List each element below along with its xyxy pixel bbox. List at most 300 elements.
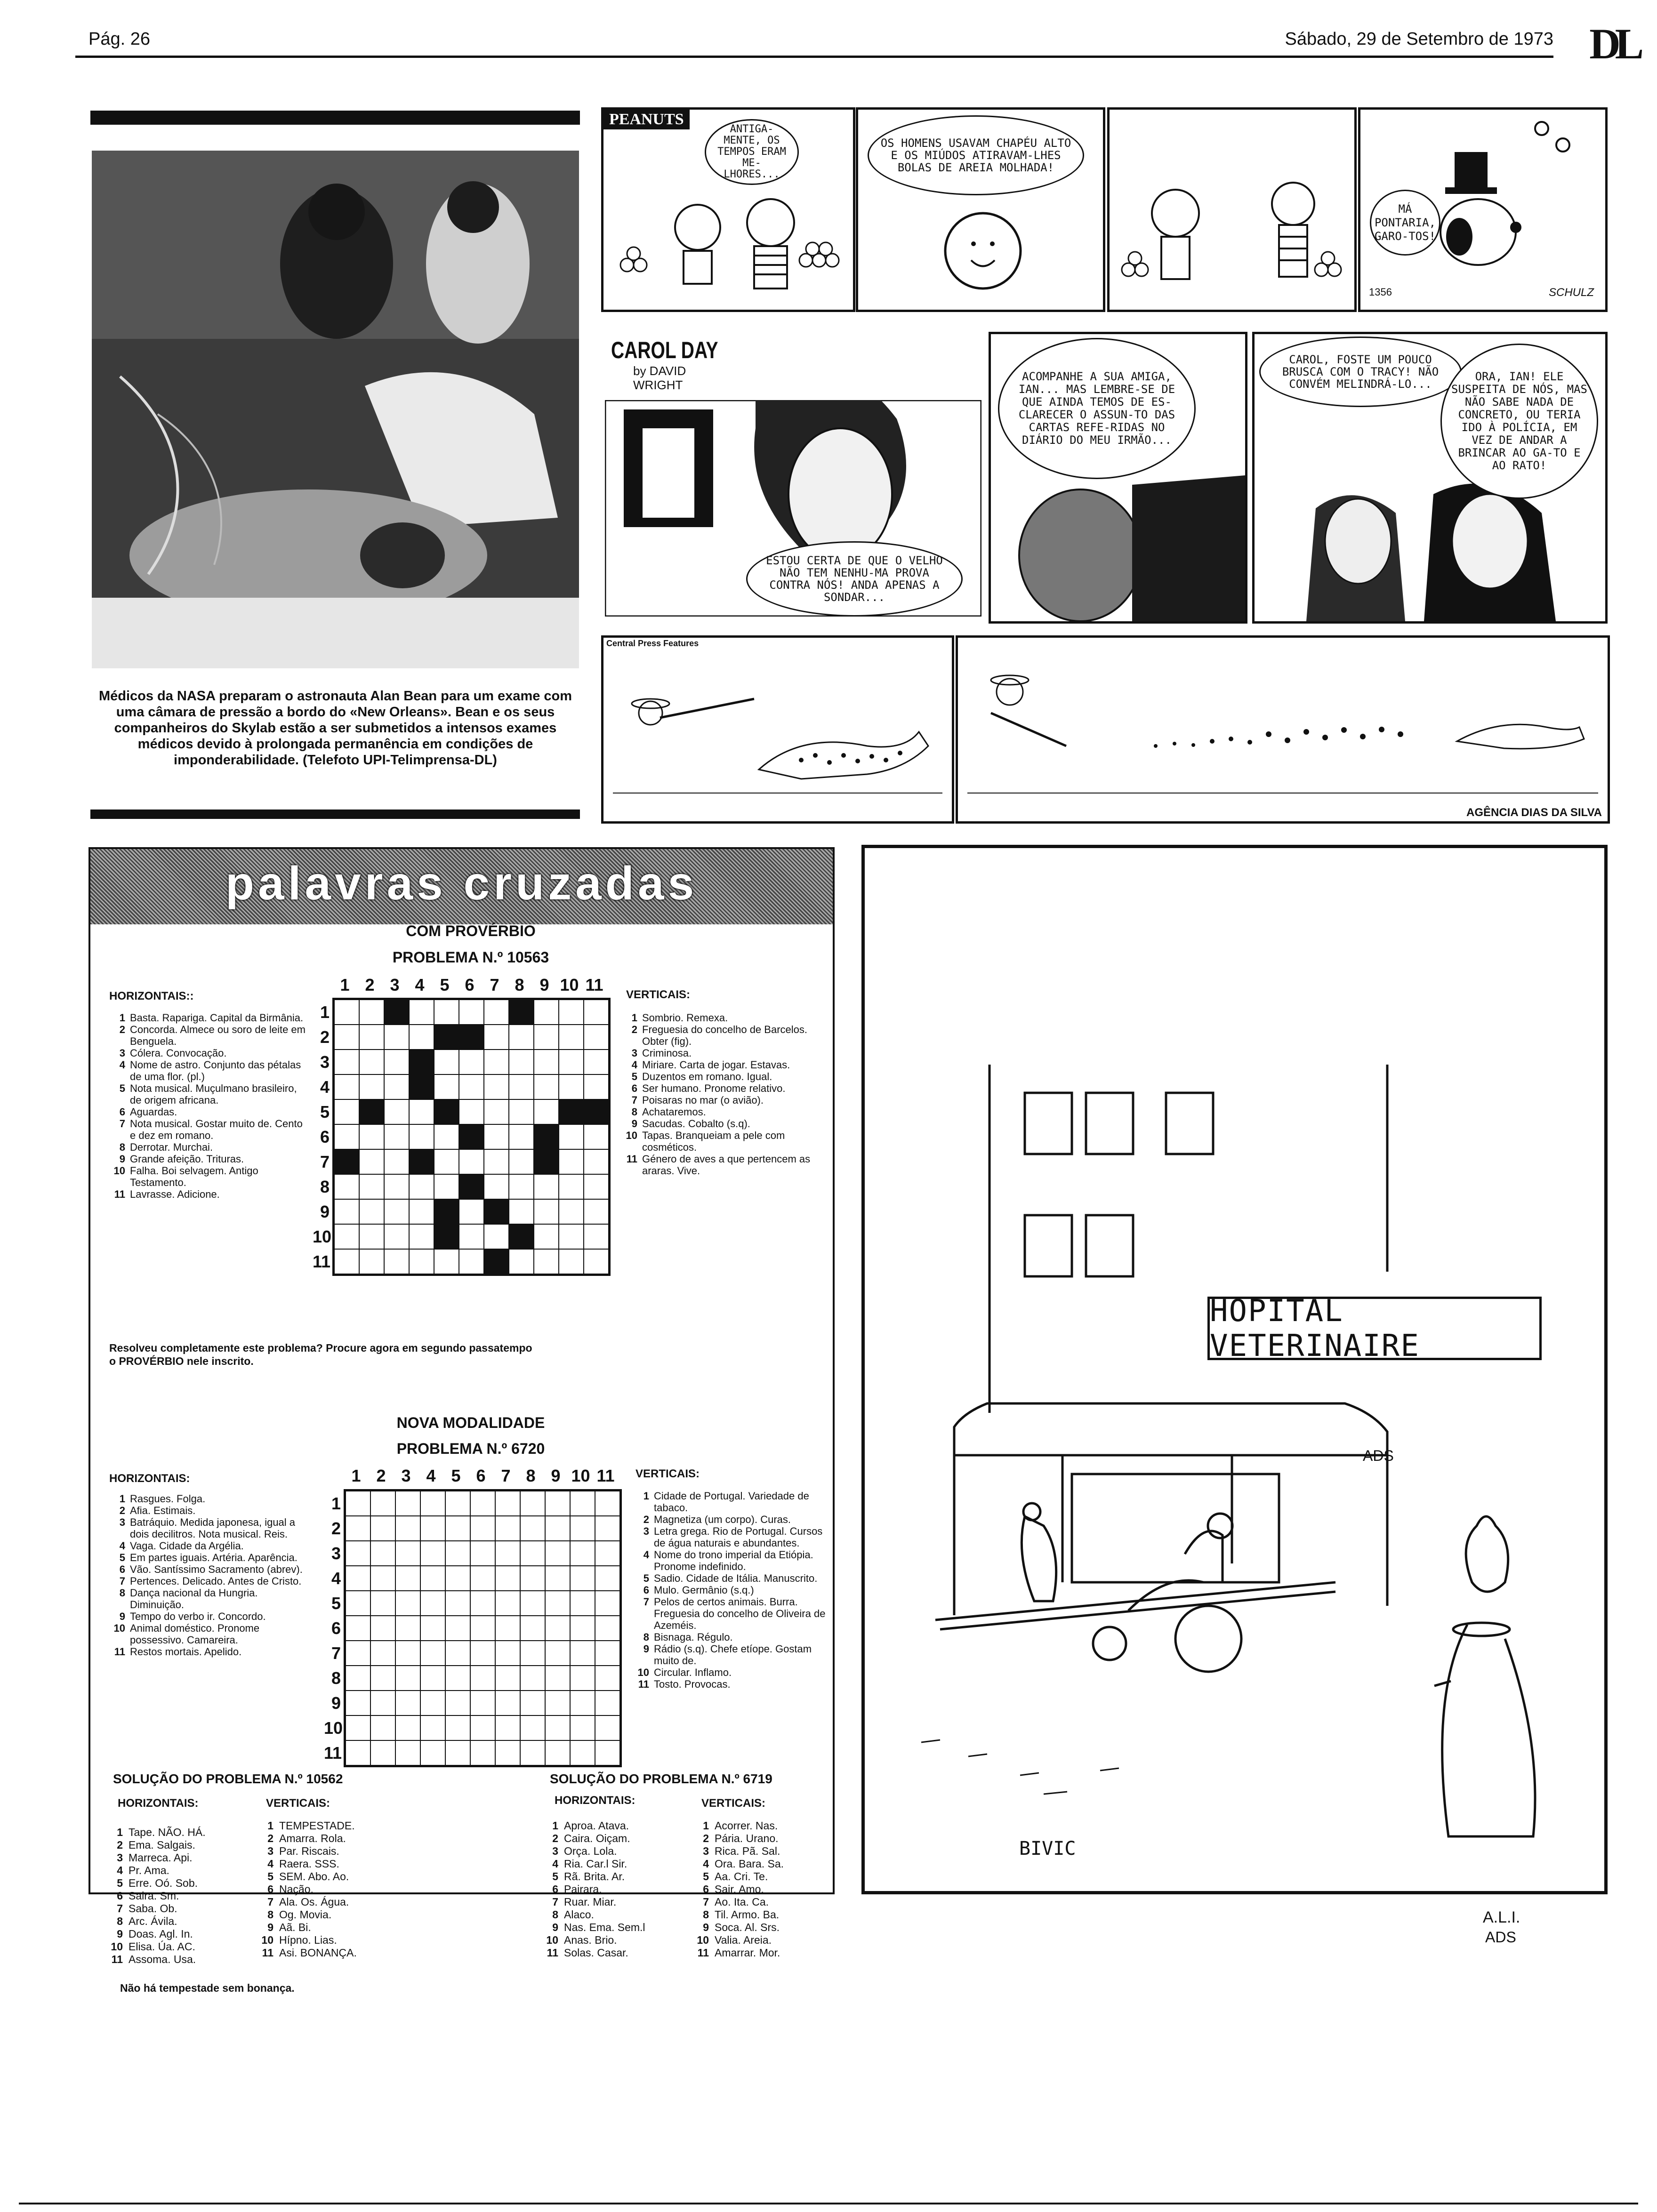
grid-cell bbox=[545, 1666, 570, 1691]
solution-item bbox=[692, 1832, 833, 1845]
grid-cell bbox=[545, 1641, 570, 1666]
grid-cell bbox=[346, 1491, 370, 1516]
clue-item bbox=[633, 1678, 831, 1690]
black-square bbox=[534, 1124, 559, 1149]
solution2-h-label: HORIZONTAIS: bbox=[555, 1794, 635, 1807]
grid-cell bbox=[395, 1666, 420, 1691]
clue-text: Género de aves a que pertencem as araras. Vive. bbox=[642, 1153, 811, 1177]
grid-cell bbox=[420, 1591, 445, 1616]
clue-number: 4 bbox=[119, 1059, 125, 1071]
grid-number: 2 bbox=[365, 975, 375, 994]
clue-item bbox=[633, 1631, 831, 1643]
clue-number: 11 bbox=[114, 1646, 125, 1658]
clue-number: 8 bbox=[631, 1106, 637, 1118]
footer-rule bbox=[19, 2203, 1638, 2204]
clue-number: 1 bbox=[552, 1819, 558, 1832]
black-square bbox=[459, 1025, 484, 1050]
clue-text: Pairara. bbox=[564, 1883, 602, 1895]
grid-cell bbox=[595, 1591, 620, 1616]
clue-item bbox=[109, 1587, 307, 1611]
grid-cell bbox=[595, 1691, 620, 1715]
solution-item bbox=[692, 1896, 833, 1908]
ali-credit: A.L.I. bbox=[1483, 1908, 1520, 1926]
grid-cell bbox=[595, 1666, 620, 1691]
grid-cell bbox=[584, 1149, 609, 1174]
clue-item bbox=[109, 1188, 307, 1200]
clue-item bbox=[109, 1047, 307, 1059]
clue-number: 4 bbox=[631, 1059, 637, 1071]
clue-item bbox=[621, 1071, 819, 1082]
grid-cell bbox=[434, 1174, 459, 1199]
clue-text: Aã. Bi. bbox=[279, 1921, 311, 1933]
solution-item bbox=[257, 1870, 417, 1883]
black-square bbox=[534, 1149, 559, 1174]
solution-item bbox=[257, 1858, 417, 1870]
clue-number: 1 bbox=[643, 1490, 649, 1502]
clue-number: 7 bbox=[119, 1118, 125, 1130]
issue-date: Sábado, 29 de Setembro de 1973 bbox=[1285, 29, 1553, 49]
peanuts-bubble-3: MÁ PONTARIA, GARO-TOS! bbox=[1370, 190, 1440, 256]
clue-text: Arc. Ávila. bbox=[129, 1915, 177, 1927]
clue-text: Dança nacional da Hungria. Diminuição. bbox=[130, 1587, 258, 1611]
grid-cell bbox=[545, 1541, 570, 1566]
clue-text: Nas. Ema. Sem.l bbox=[564, 1921, 645, 1933]
grid-cell bbox=[420, 1491, 445, 1516]
clue-item bbox=[109, 1611, 307, 1622]
cheetah-running-drawing bbox=[958, 638, 1608, 821]
grid-cell bbox=[570, 1566, 595, 1591]
grid-cell bbox=[346, 1541, 370, 1566]
clue-number: 6 bbox=[643, 1584, 649, 1596]
grid-cell bbox=[445, 1740, 470, 1765]
carol-bubble-2: ACOMPANHE A SUA AMIGA, IAN... MAS LEMBRE-SE DE QUE AINDA TEMOS DE ES-CLARECER O ASSUN-TO DAS CARTAS REFE-RIDAS NO DIÁRIO DO MEU IRMÃO... bbox=[998, 338, 1196, 479]
grid-cell bbox=[434, 1074, 459, 1099]
grid-cell bbox=[346, 1740, 370, 1765]
solution-item bbox=[106, 1915, 257, 1928]
black-square bbox=[484, 1249, 509, 1274]
grid-cell bbox=[545, 1740, 570, 1765]
clue-number: 5 bbox=[119, 1082, 125, 1094]
cheetah-panel-2 bbox=[956, 635, 1610, 824]
grid-cell bbox=[384, 1124, 409, 1149]
grid-cell bbox=[545, 1691, 570, 1715]
grid-cell bbox=[595, 1566, 620, 1591]
grid-cell bbox=[584, 1025, 609, 1050]
grid-cell bbox=[470, 1541, 495, 1566]
clue-number: 9 bbox=[631, 1118, 637, 1130]
clue-text: Nome do trono imperial da Etiópia. Pronome indefinido. bbox=[654, 1549, 813, 1572]
grid-cell bbox=[334, 1174, 359, 1199]
solution-item bbox=[106, 1864, 257, 1877]
clue-text: Pertences. Delicado. Antes de Cristo. bbox=[130, 1575, 302, 1587]
clue-number: 8 bbox=[267, 1908, 273, 1921]
carol-panel-3 bbox=[1252, 332, 1608, 624]
clue-text: Freguesia do concelho de Barcelos. Obter (fig). bbox=[642, 1024, 807, 1047]
clue-item bbox=[109, 1505, 307, 1516]
clue-item bbox=[621, 1082, 819, 1094]
solution-item bbox=[692, 1934, 833, 1947]
clue-text: Rã. Brita. Ar. bbox=[564, 1870, 625, 1883]
peanuts-panel-2 bbox=[856, 107, 1105, 312]
grid-cell bbox=[370, 1516, 395, 1541]
grid-cell bbox=[509, 1199, 534, 1224]
clue-text: Assoma. Usa. bbox=[129, 1953, 196, 1965]
grid-cell bbox=[359, 1000, 384, 1025]
black-square bbox=[459, 1124, 484, 1149]
puzzle2-title: PROBLEMA N.º 6720 bbox=[396, 1440, 545, 1457]
grid-cell bbox=[334, 1050, 359, 1074]
clue-item bbox=[109, 1153, 307, 1165]
grid-cell bbox=[395, 1491, 420, 1516]
grid-cell bbox=[409, 1000, 434, 1025]
solution-item bbox=[257, 1921, 417, 1934]
clue-item bbox=[109, 1552, 307, 1563]
clue-number: 7 bbox=[267, 1896, 273, 1908]
clue-number: 5 bbox=[703, 1870, 709, 1883]
clue-text: Raera. SSS. bbox=[279, 1858, 339, 1870]
clue-item bbox=[621, 1106, 819, 1118]
clue-number: 7 bbox=[631, 1094, 637, 1106]
grid-cell bbox=[520, 1541, 545, 1566]
solution-item bbox=[106, 1839, 257, 1851]
grid-number: 6 bbox=[476, 1466, 486, 1485]
grid-number: 5 bbox=[440, 975, 450, 994]
grid-cell bbox=[434, 1249, 459, 1274]
clue-text: SEM. Abo. Ao. bbox=[279, 1870, 349, 1883]
grid-cell bbox=[459, 1149, 484, 1174]
news-photo bbox=[92, 151, 579, 668]
black-square bbox=[509, 1224, 534, 1249]
solution-item bbox=[541, 1896, 692, 1908]
clue-number: 4 bbox=[703, 1858, 709, 1870]
grid-cell bbox=[409, 1174, 434, 1199]
grid-cell bbox=[409, 1199, 434, 1224]
clue-number: 7 bbox=[117, 1902, 123, 1915]
clue-number: 2 bbox=[552, 1832, 558, 1844]
clue-number: 2 bbox=[119, 1505, 125, 1516]
clue-item bbox=[621, 1130, 819, 1153]
solution-item bbox=[692, 1845, 833, 1858]
grid-number: 7 bbox=[331, 1643, 341, 1663]
grid-cell bbox=[445, 1591, 470, 1616]
clue-number: 9 bbox=[119, 1611, 125, 1622]
hospital-sign bbox=[1207, 1293, 1542, 1363]
clue-item bbox=[621, 1024, 819, 1047]
grid-cell bbox=[445, 1491, 470, 1516]
grid-cell bbox=[534, 1249, 559, 1274]
grid-cell bbox=[409, 1025, 434, 1050]
solution1-v-label: VERTICAIS: bbox=[266, 1797, 330, 1810]
solution2-down bbox=[692, 1819, 833, 1959]
grid-cell bbox=[495, 1740, 520, 1765]
grid-cell bbox=[384, 1025, 409, 1050]
peanuts-bubble-1: ANTIGA-MENTE, OS TEMPOS ERAM ME-LHORES... bbox=[705, 119, 799, 185]
grid-cell bbox=[420, 1691, 445, 1715]
clue-number: 1 bbox=[117, 1826, 123, 1838]
clue-number: 7 bbox=[643, 1596, 649, 1608]
solution-item bbox=[692, 1819, 833, 1832]
grid-cell bbox=[384, 1174, 409, 1199]
clue-text: Amarra. Rola. bbox=[279, 1832, 346, 1844]
clue-text: Sadio. Cidade de Itália. Manuscrito. bbox=[654, 1572, 818, 1584]
grid-cell bbox=[359, 1174, 384, 1199]
grid-cell bbox=[470, 1691, 495, 1715]
grid-cell bbox=[346, 1715, 370, 1740]
grid-cell bbox=[584, 1000, 609, 1025]
carol-author: WRIGHT bbox=[633, 378, 683, 392]
grid-cell bbox=[420, 1715, 445, 1740]
clue-number: 3 bbox=[119, 1047, 125, 1059]
grid-cell bbox=[334, 1099, 359, 1124]
grid-number: 8 bbox=[331, 1668, 341, 1688]
puzzle2-grid bbox=[344, 1489, 622, 1767]
black-square bbox=[434, 1224, 459, 1249]
black-square bbox=[459, 1174, 484, 1199]
peanuts-panel-3 bbox=[1107, 107, 1357, 312]
black-square bbox=[559, 1099, 584, 1124]
grid-cell bbox=[470, 1616, 495, 1641]
clue-text: Soca. Al. Srs. bbox=[715, 1921, 780, 1933]
grid-cell bbox=[470, 1715, 495, 1740]
clue-text: Orça. Lola. bbox=[564, 1845, 617, 1857]
grid-cell bbox=[459, 1099, 484, 1124]
grid-number: 5 bbox=[331, 1594, 341, 1613]
clue-item bbox=[109, 1516, 307, 1540]
solution-item bbox=[692, 1883, 833, 1896]
solution-item bbox=[106, 1902, 257, 1915]
grid-cell bbox=[545, 1566, 570, 1591]
grid-cell bbox=[570, 1541, 595, 1566]
grid-cell bbox=[470, 1641, 495, 1666]
grid-number: 7 bbox=[501, 1466, 511, 1485]
grid-cell bbox=[445, 1641, 470, 1666]
grid-cell bbox=[370, 1740, 395, 1765]
grid-cell bbox=[346, 1641, 370, 1666]
clue-number: 1 bbox=[119, 1012, 125, 1024]
puzzle2-column-numbers bbox=[344, 1466, 618, 1486]
clue-text: Saira. Sm. bbox=[129, 1890, 179, 1902]
grid-number: 4 bbox=[415, 975, 425, 994]
clue-item bbox=[621, 1059, 819, 1071]
clue-text: Cólera. Convocação. bbox=[130, 1047, 227, 1059]
grid-cell bbox=[495, 1715, 520, 1740]
grid-cell bbox=[384, 1224, 409, 1249]
clue-number: 9 bbox=[552, 1921, 558, 1933]
solution-item bbox=[541, 1819, 692, 1832]
clue-number: 6 bbox=[119, 1563, 125, 1575]
grid-cell bbox=[584, 1124, 609, 1149]
grid-number: 11 bbox=[324, 1743, 342, 1763]
grid-cell bbox=[584, 1174, 609, 1199]
clue-item bbox=[621, 1047, 819, 1059]
grid-cell bbox=[534, 1199, 559, 1224]
clue-text: Criminosa. bbox=[642, 1047, 692, 1059]
grid-cell bbox=[495, 1491, 520, 1516]
solution-item bbox=[541, 1947, 692, 1959]
black-square bbox=[509, 1000, 534, 1025]
newspaper-logo: DL bbox=[1589, 20, 1638, 68]
clue-text: Grande afeição. Trituras. bbox=[130, 1153, 244, 1165]
grid-cell bbox=[509, 1249, 534, 1274]
grid-cell bbox=[395, 1616, 420, 1641]
solution-item bbox=[257, 1934, 417, 1947]
black-square bbox=[334, 1149, 359, 1174]
clue-item bbox=[109, 1024, 307, 1047]
clue-text: Basta. Rapariga. Capital da Birmânia. bbox=[130, 1012, 304, 1024]
clue-text: Hípno. Lias. bbox=[279, 1934, 337, 1946]
solution-item bbox=[541, 1908, 692, 1921]
clue-text: Til. Armo. Ba. bbox=[715, 1908, 780, 1921]
grid-cell bbox=[559, 1124, 584, 1149]
clue-text: Batráquio. Medida japonesa, igual a dois decilitros. Nota musical. Reis. bbox=[130, 1516, 296, 1540]
grid-cell bbox=[495, 1541, 520, 1566]
solution-item bbox=[541, 1845, 692, 1858]
clue-number: 4 bbox=[117, 1864, 123, 1876]
grid-cell bbox=[570, 1715, 595, 1740]
solution-item bbox=[541, 1883, 692, 1896]
clue-text: Bisnaga. Régulo. bbox=[654, 1631, 733, 1643]
grid-cell bbox=[346, 1566, 370, 1591]
solution-item bbox=[692, 1870, 833, 1883]
grid-cell bbox=[584, 1074, 609, 1099]
clue-number: 11 bbox=[547, 1947, 558, 1959]
puzzle1-note: Resolveu completamente este problema? Procure agora em segundo passatempo o PROVÉRBIO nele inscrito. bbox=[109, 1342, 532, 1367]
clue-item bbox=[633, 1643, 831, 1667]
ali-ads: ADS bbox=[1485, 1929, 1516, 1946]
grid-cell bbox=[484, 1224, 509, 1249]
carol-bubble-3: CAROL, FOSTE UM POUCO BRUSCA COM O TRACY! NÃO CONVÉM MELINDRÁ-LO... bbox=[1259, 337, 1462, 407]
grid-cell bbox=[484, 1174, 509, 1199]
puzzle2-across-clues bbox=[109, 1493, 307, 1658]
grid-cell bbox=[445, 1516, 470, 1541]
grid-number: 9 bbox=[539, 975, 549, 994]
clue-item bbox=[633, 1596, 831, 1631]
clue-item bbox=[109, 1575, 307, 1587]
grid-number: 9 bbox=[551, 1466, 561, 1485]
grid-cell bbox=[545, 1591, 570, 1616]
clue-item bbox=[109, 1012, 307, 1024]
clue-number: 11 bbox=[262, 1947, 273, 1959]
grid-cell bbox=[584, 1199, 609, 1224]
peanuts-bubble-2: OS HOMENS USAVAM CHAPÉU ALTO E OS MIÚDOS ATIRAVAM-LHES BOLAS DE AREIA MOLHADA! bbox=[868, 115, 1084, 195]
clue-number: 2 bbox=[117, 1839, 123, 1851]
clue-text: Elisa. Úa. AC. bbox=[129, 1940, 195, 1953]
grid-number: 3 bbox=[320, 1052, 330, 1072]
grid-cell bbox=[570, 1740, 595, 1765]
grid-cell bbox=[359, 1249, 384, 1274]
grid-cell bbox=[520, 1740, 545, 1765]
clue-item bbox=[621, 1153, 819, 1177]
grid-number: 5 bbox=[320, 1102, 330, 1122]
clue-number: 7 bbox=[552, 1896, 558, 1908]
grid-cell bbox=[384, 1249, 409, 1274]
solution2-v-label: VERTICAIS: bbox=[701, 1797, 766, 1810]
photo-bottom-bar bbox=[90, 809, 580, 819]
clue-text: Solas. Casar. bbox=[564, 1947, 628, 1959]
clue-text: Poisaras no mar (o avião). bbox=[642, 1094, 764, 1106]
grid-number: 10 bbox=[313, 1227, 332, 1246]
solution-item bbox=[257, 1819, 417, 1832]
solution-item bbox=[541, 1858, 692, 1870]
clue-text: Restos mortais. Apelido. bbox=[130, 1646, 242, 1658]
hospital-sign-text: HOPITAL VETERINAIRE bbox=[1210, 1293, 1420, 1363]
clue-item bbox=[109, 1540, 307, 1552]
clue-item bbox=[109, 1118, 307, 1141]
grid-cell bbox=[509, 1124, 534, 1149]
grid-number: 6 bbox=[465, 975, 475, 994]
grid-cell bbox=[484, 1050, 509, 1074]
clue-number: 11 bbox=[626, 1153, 637, 1165]
grid-number: 9 bbox=[320, 1202, 330, 1221]
grid-cell bbox=[434, 1000, 459, 1025]
peanuts-drawing-3 bbox=[1110, 110, 1354, 310]
solution-item bbox=[692, 1921, 833, 1934]
clue-number: 10 bbox=[111, 1940, 123, 1953]
grid-cell bbox=[559, 1050, 584, 1074]
grid-cell bbox=[570, 1666, 595, 1691]
grid-cell bbox=[420, 1566, 445, 1591]
black-square bbox=[409, 1149, 434, 1174]
clue-number: 1 bbox=[631, 1012, 637, 1024]
clue-number: 5 bbox=[631, 1071, 637, 1082]
clue-item bbox=[633, 1549, 831, 1572]
clue-item bbox=[109, 1141, 307, 1153]
clue-number: 2 bbox=[643, 1514, 649, 1525]
photo-top-bar bbox=[90, 111, 580, 125]
clue-number: 1 bbox=[119, 1493, 125, 1505]
clue-item bbox=[633, 1667, 831, 1678]
grid-cell bbox=[534, 1174, 559, 1199]
clue-number: 6 bbox=[117, 1890, 123, 1902]
puzzle2-row-numbers bbox=[324, 1491, 341, 1765]
clue-number: 4 bbox=[267, 1858, 273, 1870]
grid-cell bbox=[509, 1099, 534, 1124]
grid-number: 8 bbox=[320, 1177, 330, 1196]
clue-text: Aproa. Atava. bbox=[564, 1819, 629, 1832]
grid-cell bbox=[520, 1641, 545, 1666]
clue-number: 3 bbox=[643, 1525, 649, 1537]
grid-number: 5 bbox=[451, 1466, 461, 1485]
grid-cell bbox=[334, 1249, 359, 1274]
solution2-title: SOLUÇÃO DO PROBLEMA N.º 6719 bbox=[550, 1771, 772, 1786]
clue-number: 8 bbox=[552, 1908, 558, 1921]
solution-item bbox=[541, 1921, 692, 1934]
grid-cell bbox=[470, 1740, 495, 1765]
puzzle1-subtitle: COM PROVÉRBIO bbox=[406, 922, 536, 939]
puzzle1-across-clues bbox=[109, 1012, 307, 1200]
clue-number: 6 bbox=[267, 1883, 273, 1895]
clue-number: 10 bbox=[113, 1622, 125, 1634]
grid-cell bbox=[459, 1249, 484, 1274]
grid-cell bbox=[395, 1715, 420, 1740]
header-rule bbox=[75, 56, 1553, 58]
clue-number: 2 bbox=[631, 1024, 637, 1035]
grid-cell bbox=[346, 1691, 370, 1715]
clue-text: Anas. Brio. bbox=[564, 1934, 617, 1946]
clue-text: Mulo. Germânio (s.q.) bbox=[654, 1584, 754, 1596]
solution-item bbox=[106, 1851, 257, 1864]
clue-item bbox=[633, 1572, 831, 1584]
clue-text: Ria. Car.l Sir. bbox=[564, 1858, 627, 1870]
grid-cell bbox=[420, 1616, 445, 1641]
solution-item bbox=[541, 1934, 692, 1947]
solution-item bbox=[257, 1947, 417, 1959]
grid-cell bbox=[395, 1740, 420, 1765]
grid-cell bbox=[420, 1740, 445, 1765]
grid-cell bbox=[545, 1516, 570, 1541]
carol-bubble-4: ORA, IAN! ELE SUSPEITA DE NÓS, MAS NÃO SABE NADA DE CONCRETO, OU TERIA IDO À POLÍCIA, EM VEZ DE ANDAR A BRINCAR AO GA-TO E AO RATO! bbox=[1440, 344, 1598, 499]
clue-text: Magnetiza (um corpo). Curas. bbox=[654, 1514, 791, 1525]
